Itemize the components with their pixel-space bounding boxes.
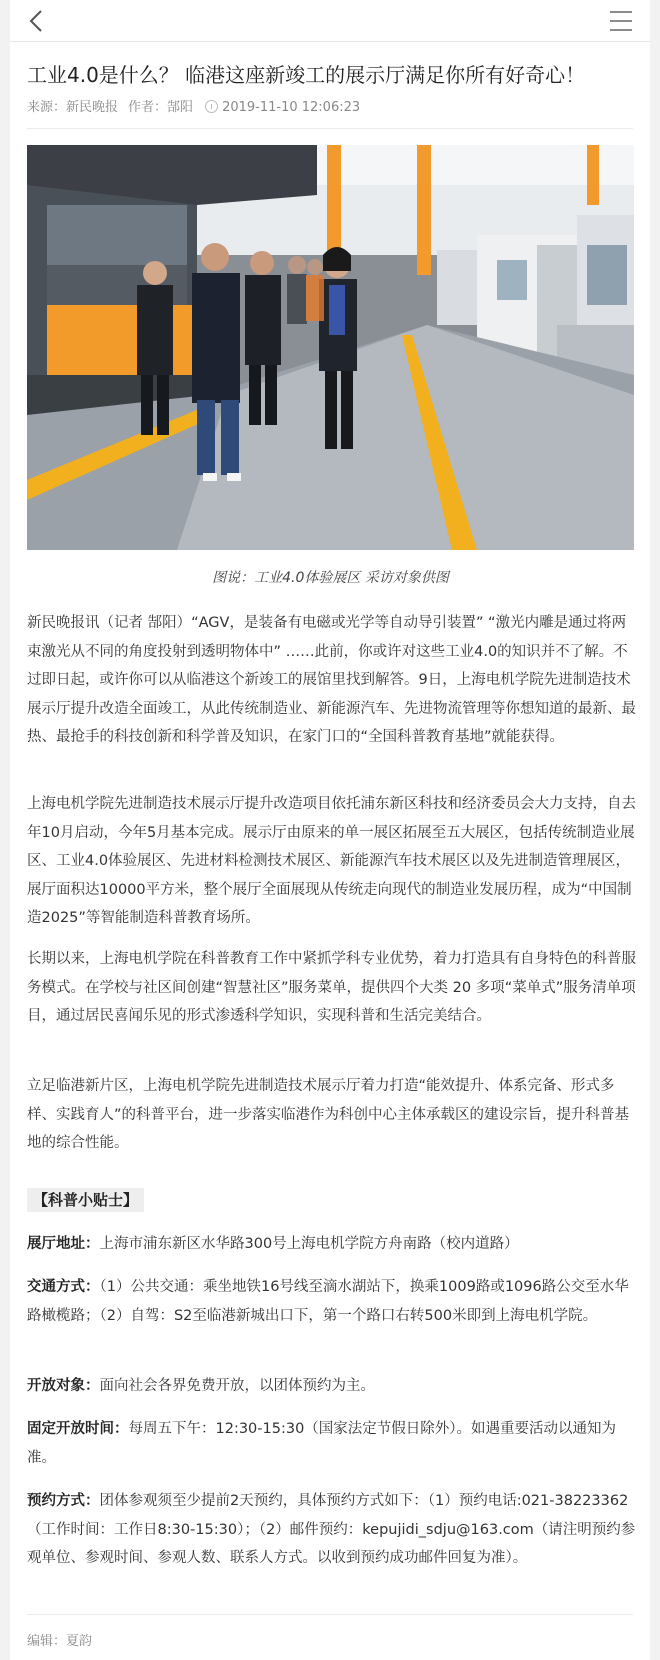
article-paragraph: 上海电机学院先进制造技术展示厅提升改造项目依托浦东新区科技和经济委员会大力支持，自去年10月启动，今年5月基本完成。展示厅由原来的单一展区拓展至五大展区，包括传统制造业展区、工业4.0体验展区、先进材料检测技术展区、新能源汽车技术展区以及先进制造管理展区，展厅面积达10000平方米，整个展厅全面展现从传统走向现代的制造业发展历程，成为“中国制造2025”等智能制造科普教育场所。	[27, 796, 636, 926]
editor-label: 编辑：	[27, 1634, 67, 1649]
source-name: 新民晚报	[66, 100, 119, 115]
hamburger-menu-icon[interactable]	[608, 9, 634, 33]
author-label: 作者：	[128, 100, 168, 115]
info-label: 交通方式：	[27, 1279, 100, 1295]
info-transport	[27, 1273, 637, 1330]
chevron-left-icon[interactable]	[24, 8, 50, 34]
article-page	[10, 0, 650, 1660]
info-label: 开放对象：	[27, 1378, 100, 1394]
header-divider	[27, 128, 633, 129]
publish-datetime: 2019-11-10 12:06:23	[222, 100, 361, 115]
info-label: 预约方式：	[27, 1493, 100, 1509]
article-meta	[27, 98, 360, 118]
info-text: 面向社会各界免费开放，以团体预约为主。	[99, 1378, 375, 1394]
tips-heading: 【科普小贴士】	[27, 1188, 144, 1212]
article-photo	[27, 145, 634, 550]
info-label: 展厅地址：	[27, 1236, 100, 1252]
info-label: 固定开放时间：	[27, 1421, 129, 1437]
editor-credit	[27, 1632, 92, 1652]
info-text: 每周五下午：12:30-15:30（国家法定节假日除外）。如遇重要活动以通知为准。	[27, 1421, 617, 1466]
article-paragraph: 立足临港新片区，上海电机学院先进制造技术展示厅着力打造“能效提升、体系完备、形式多样、实践育人”的科普平台，进一步落实临港作为科创中心主体承载区的建设宗旨，提升科普基地的综合性能。	[27, 1078, 630, 1151]
info-address	[27, 1230, 637, 1259]
info-opening-hours	[27, 1415, 637, 1472]
info-text: 上海市浦东新区水华路300号上海电机学院方舟南路（校内道路）	[99, 1236, 519, 1252]
source-label: 来源：	[27, 100, 67, 115]
article-paragraph: 新民晚报讯（记者 郜阳）“AGV，是装备有电磁或光学等自动导引装置” “激光内雕是通过将两束激光从不同的角度投射到透明物体中” ……此前，你或许对这些工业4.0的知识并不了解。不过即日起，或许你可以从临港这个新竣工的展馆里找到解答。9日，上海电机学院先进制造技术展示厅提升改造全面竣工，从此传统制造业、新能源汽车、先进物流管理等你想知道的最新、最热、最抢手的科技创新和科学普及知识，在家门口的“全国科普教育基地”就能获得。	[27, 615, 636, 745]
top-bar	[10, 0, 650, 42]
author-name: 郜阳	[167, 100, 194, 115]
info-text: 团体参观须至少提前2天预约，具体预约方式如下：（1）预约电话:021-38223362（工作时间：工作日8:30-15:30）；（2）邮件预约：kepujidi_sdju@163.com（请注明预约参观单位、参观时间、参观人数、联系人方式。以收到预约成功邮件回复为准）。	[27, 1493, 636, 1566]
editor-name: 夏韵	[66, 1634, 93, 1649]
info-text: （1）公共交通：乘坐地铁16号线至滴水湖站下，换乘1009路或1096路公交至水华路橄榄路；（2）自驾：S2至临港新城出口下，第一个路口右转500米即到上海电机学院。	[27, 1279, 629, 1324]
article-paragraph: 长期以来，上海电机学院在科普教育工作中紧抓学科专业优势，着力打造具有自身特色的科普服务模式。在学校与社区间创建“智慧社区”服务菜单，提供四个大类 20 多项“菜单式”服务清单项目，通过居民喜闻乐见的形式渗透科学知识，实现科普和生活完美结合。	[27, 951, 636, 1024]
article-title: 工业4.0是什么？ 临港这座新竣工的展示厅满足你所有好奇心！	[27, 63, 586, 87]
info-booking	[27, 1487, 637, 1573]
clock-icon	[205, 100, 218, 113]
image-caption: 图说：工业4.0体验展区 采访对象供图	[212, 570, 449, 586]
info-audience	[27, 1372, 637, 1401]
footer-divider	[27, 1614, 633, 1615]
